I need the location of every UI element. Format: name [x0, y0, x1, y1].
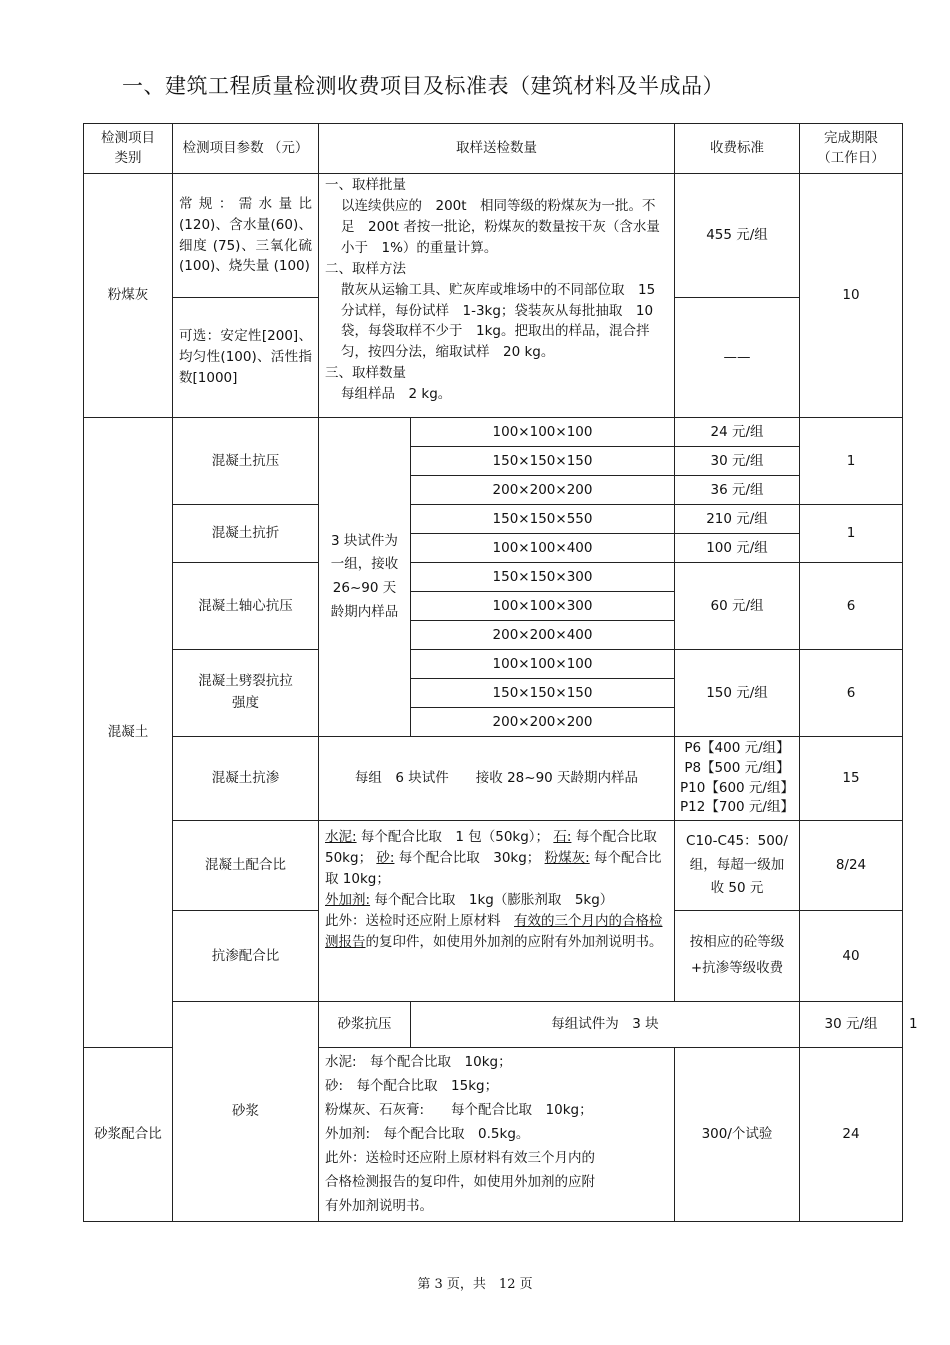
mortar-mix-name: 砂浆配合比 [84, 1048, 173, 1222]
concrete-flexural-name: 混凝土抗折 [173, 505, 319, 563]
concrete-axial-fee: 60 元/组 [675, 563, 800, 650]
header-sampling: 取样送检数量 [319, 124, 675, 174]
specimen-size: 200×200×400 [411, 621, 675, 650]
specimen-size: 150×150×550 [411, 505, 675, 534]
fee-value: 30 元/组 [675, 447, 800, 476]
concrete-shared-sampling: 3 块试件为一组，接收 26~90 天龄期内样品 [319, 418, 411, 737]
concrete-splitting-fee: 150 元/组 [675, 650, 800, 737]
concrete-compression-name: 混凝土抗压 [173, 418, 319, 505]
specimen-size: 200×200×200 [411, 708, 675, 737]
imperm-mix-fee: 按相应的砼等级 +抗渗等级收费 [675, 911, 800, 1002]
specimen-size: 150×150×150 [411, 679, 675, 708]
flyash-sampling: 一、取样批量 以连续供应的 200t 相同等级的粉煤灰为一批。不足 200t 者按一批论，粉煤灰的数量按干灰（含水量小于 1%）的重量计算。 二、取样方法 散灰从运输工具、贮灰库或堆场中的不同部位取 15 分试样，每份试样 1-3kg；袋装灰从每批抽取 10 袋，每袋取样不少于 1kg。把取出的样品，混合拌匀，按四分法，缩取试样 20 kg。 三、取样数量 每组样品 2 kg。 [319, 174, 675, 418]
concrete-axial-period: 6 [800, 563, 903, 650]
mortar-mix-sampling: 水泥: 每个配合比取 10kg； 砂: 每个配合比取 15kg； 粉煤灰、石灰膏: 每个配合比取 10kg； 外加剂: 每个配合比取 0.5kg。 此外：送检时还应附上原材料有效三个月内的 合格检测报告的复印件，如使用外加剂的应附 有外加剂说明书。 [319, 1048, 675, 1222]
table-row [84, 650, 903, 679]
page-title: 一、建筑工程质量检测收费项目及标准表（建筑材料及半成品） [122, 74, 724, 98]
table-row: 砂浆 砂浆抗压 每组试件为 3 块 30 元/组 1 [84, 1002, 903, 1048]
fee-value: 100 元/组 [675, 534, 800, 563]
concrete-flexural-period: 1 [800, 505, 903, 563]
concrete-mix-fee: C10-C45：500/ 组，每超一级加 收 50 元 [675, 821, 800, 911]
table-row [84, 418, 903, 447]
header-category: 检测项目 类别 [84, 124, 173, 174]
concrete-splitting-period: 6 [800, 650, 903, 737]
specimen-size: 150×150×300 [411, 563, 675, 592]
mortar-compression-sampling: 每组试件为 3 块 [411, 1002, 800, 1048]
table-header-row [84, 124, 903, 174]
concrete-compression-period: 1 [800, 418, 903, 505]
concrete-impermeability-fees: P6【400 元/组】 P8【500 元/组】 P10【600 元/组】 P12【700 元/组】 [675, 737, 800, 821]
fee-value: 210 元/组 [675, 505, 800, 534]
concrete-impermeability-period: 15 [800, 737, 903, 821]
specimen-size: 150×150×150 [411, 447, 675, 476]
concrete-mix-sampling: 水泥: 每个配合比取 1 包（50kg）； 石: 每个配合比取 50kg； 砂: 每个配合比取 30kg； 粉煤灰: 每个配合比取 10kg； 外加剂: 每个配合比取 1kg（膨胀剂取 5kg） 此外：送检时还应附上原材料 有效的三个月内的合格检测报告的复印件，如使用外加剂的应附有外加剂说明书。 [319, 821, 675, 1002]
concrete-mix-period: 8/24 [800, 821, 903, 911]
concrete-axial-name: 混凝土轴心抗压 [173, 563, 319, 650]
fee-table [83, 123, 918, 1222]
category-concrete: 混凝土 [84, 418, 173, 1048]
flyash-period: 10 [800, 174, 903, 418]
concrete-impermeability-name: 混凝土抗渗 [173, 737, 319, 821]
concrete-splitting-name: 混凝土劈裂抗拉 强度 [173, 650, 319, 737]
table-row [84, 563, 903, 592]
table-row [84, 174, 903, 298]
fee-value: 36 元/组 [675, 476, 800, 505]
specimen-size: 100×100×300 [411, 592, 675, 621]
specimen-size: 100×100×400 [411, 534, 675, 563]
specimen-size: 200×200×200 [411, 476, 675, 505]
category-flyash: 粉煤灰 [84, 174, 173, 418]
imperm-mix-period: 40 [800, 911, 903, 1002]
table-row [84, 821, 903, 911]
page-footer: 第 3 页，共 12 页 [417, 1277, 533, 1292]
specimen-size: 100×100×100 [411, 650, 675, 679]
flyash-params-regular: 常规：需水量比(120)、含水量(60)、细度 (75)、三氧化硫 (100)、烧失量 (100) [173, 174, 319, 298]
table-row [84, 737, 903, 821]
header-fee: 收费标准 [675, 124, 800, 174]
table-row [84, 505, 903, 534]
header-period: 完成期限 （工作日） [800, 124, 903, 174]
flyash-fee-optional: —— [675, 298, 800, 418]
mortar-compression-fee: 30 元/组 [800, 1002, 903, 1048]
flyash-params-optional: 可选：安定性[200]、均匀性(100)、活性指数[1000] [173, 298, 319, 418]
fee-value: 24 元/组 [675, 418, 800, 447]
concrete-mix-name: 混凝土配合比 [173, 821, 319, 911]
category-mortar: 砂浆 [173, 1002, 319, 1222]
specimen-size: 100×100×100 [411, 418, 675, 447]
imperm-mix-name: 抗渗配合比 [173, 911, 319, 1002]
flyash-fee-regular: 455 元/组 [675, 174, 800, 298]
header-params: 检测项目参数 （元） [173, 124, 319, 174]
mortar-mix-fee: 300/个试验 [675, 1048, 800, 1222]
mortar-mix-period: 24 [800, 1048, 903, 1222]
concrete-impermeability-sampling: 每组 6 块试件 接收 28~90 天龄期内样品 [319, 737, 675, 821]
mortar-compression-name: 砂浆抗压 [319, 1002, 411, 1048]
